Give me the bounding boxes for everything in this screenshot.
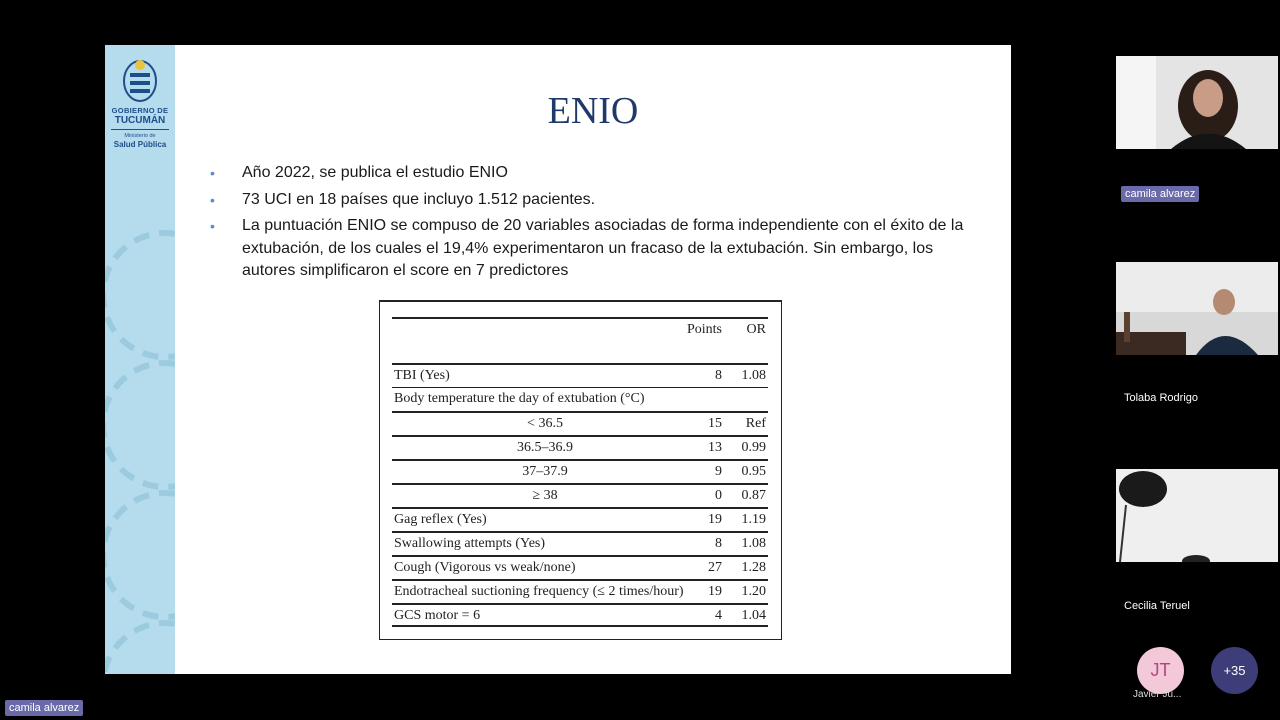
row-label: Swallowing attempts (Yes) (394, 536, 546, 551)
band-decoration (105, 215, 175, 674)
table-row (392, 507, 768, 531)
row-or: 0.87 (741, 488, 766, 503)
logo-line-4: Salud Pública (113, 140, 167, 149)
row-or: 1.04 (741, 608, 766, 623)
participant-video-tile[interactable] (1116, 56, 1278, 149)
participant-name-tag: camila alvarez (1121, 186, 1199, 202)
row-points: 19 (708, 584, 722, 599)
row-points: 9 (715, 464, 722, 479)
row-label: Cough (Vigorous vs weak/none) (394, 560, 576, 575)
row-label: Body temperature the day of extubation (°C) (394, 391, 645, 406)
row-label: 36.5–36.9 (517, 440, 573, 455)
row-or: 1.08 (741, 536, 766, 551)
crest-icon (122, 57, 158, 103)
logo-line-1: GOBIERNO DE (111, 106, 169, 115)
header-or: OR (746, 322, 766, 337)
row-or: 1.08 (741, 368, 766, 383)
government-logo (105, 57, 175, 149)
participant-name: Tolaba Rodrigo (1124, 392, 1198, 404)
slide-title: ENIO (547, 90, 639, 132)
row-points: 19 (708, 512, 722, 527)
table-row (392, 603, 768, 627)
participant-video-feed (1116, 469, 1278, 562)
participant-avatar[interactable]: JT (1137, 647, 1184, 694)
header-points: Points (686, 322, 722, 337)
table-row (392, 459, 768, 483)
bullet-list (210, 162, 970, 287)
row-points: 15 (708, 416, 722, 431)
participant-video-tile[interactable] (1116, 469, 1278, 562)
row-points: 27 (708, 560, 722, 575)
participant-name: Cecilia Teruel (1124, 600, 1190, 612)
row-label: GCS motor = 6 (394, 608, 481, 623)
shared-slide (105, 45, 1011, 674)
bullet-icon: • (210, 165, 215, 181)
bullet-text: La puntuación ENIO se compuso de 20 variables asociadas de forma independiente con el éxito de la extubación, de los cuales el 19,4% experimentaron un fracaso de la extubación. Sin embargo, los autores simplificaron el score en 7 predictores (242, 217, 964, 279)
participant-avatar-name: Javier Ju... (1133, 689, 1182, 700)
more-participants-button[interactable]: +35 (1211, 647, 1258, 694)
table-row (392, 411, 768, 435)
table-row (392, 363, 768, 387)
row-label: < 36.5 (527, 416, 563, 431)
bullet-item (210, 162, 970, 185)
table-row (392, 387, 768, 411)
bullet-item (210, 189, 970, 212)
table-row (392, 435, 768, 459)
logo-line-3: Ministerio de (124, 133, 156, 139)
table-row (392, 531, 768, 555)
slide-side-band (105, 45, 175, 674)
bullet-text: Año 2022, se publica el estudio ENIO (242, 164, 508, 181)
bullet-item (210, 215, 970, 283)
row-points: 8 (715, 536, 722, 551)
bullet-icon: • (210, 191, 215, 208)
row-label: 37–37.9 (522, 464, 568, 479)
row-label: Gag reflex (Yes) (394, 512, 487, 527)
row-or: 0.95 (741, 464, 766, 479)
table-row (392, 483, 768, 507)
row-points: 8 (715, 368, 722, 383)
row-or: 1.19 (741, 512, 766, 527)
participant-video-tile[interactable] (1116, 262, 1278, 355)
participant-video-feed (1116, 262, 1278, 355)
active-speaker-tag: camila alvarez (5, 700, 83, 716)
row-label: Endotracheal suctioning frequency (≤ 2 times/hour) (394, 584, 684, 599)
enio-table-frame (379, 300, 782, 640)
row-or: 1.20 (741, 584, 766, 599)
row-or: 0.99 (741, 440, 766, 455)
row-label: ≥ 38 (532, 488, 558, 503)
table-row (392, 555, 768, 579)
row-points: 13 (708, 440, 722, 455)
logo-divider (111, 129, 169, 130)
row-or: Ref (745, 416, 766, 431)
table-header-row (392, 317, 768, 363)
table-row (392, 579, 768, 603)
bullet-text: 73 UCI en 18 países que incluyo 1.512 pacientes. (242, 190, 596, 208)
enio-table (392, 317, 768, 627)
row-or: 1.28 (741, 560, 766, 575)
row-points: 0 (715, 488, 722, 503)
logo-line-2: TUCUMÁN (114, 115, 166, 126)
row-label: TBI (Yes) (394, 368, 450, 383)
participant-video-feed (1116, 56, 1278, 149)
bullet-icon: • (210, 218, 215, 234)
row-points: 4 (715, 608, 722, 623)
